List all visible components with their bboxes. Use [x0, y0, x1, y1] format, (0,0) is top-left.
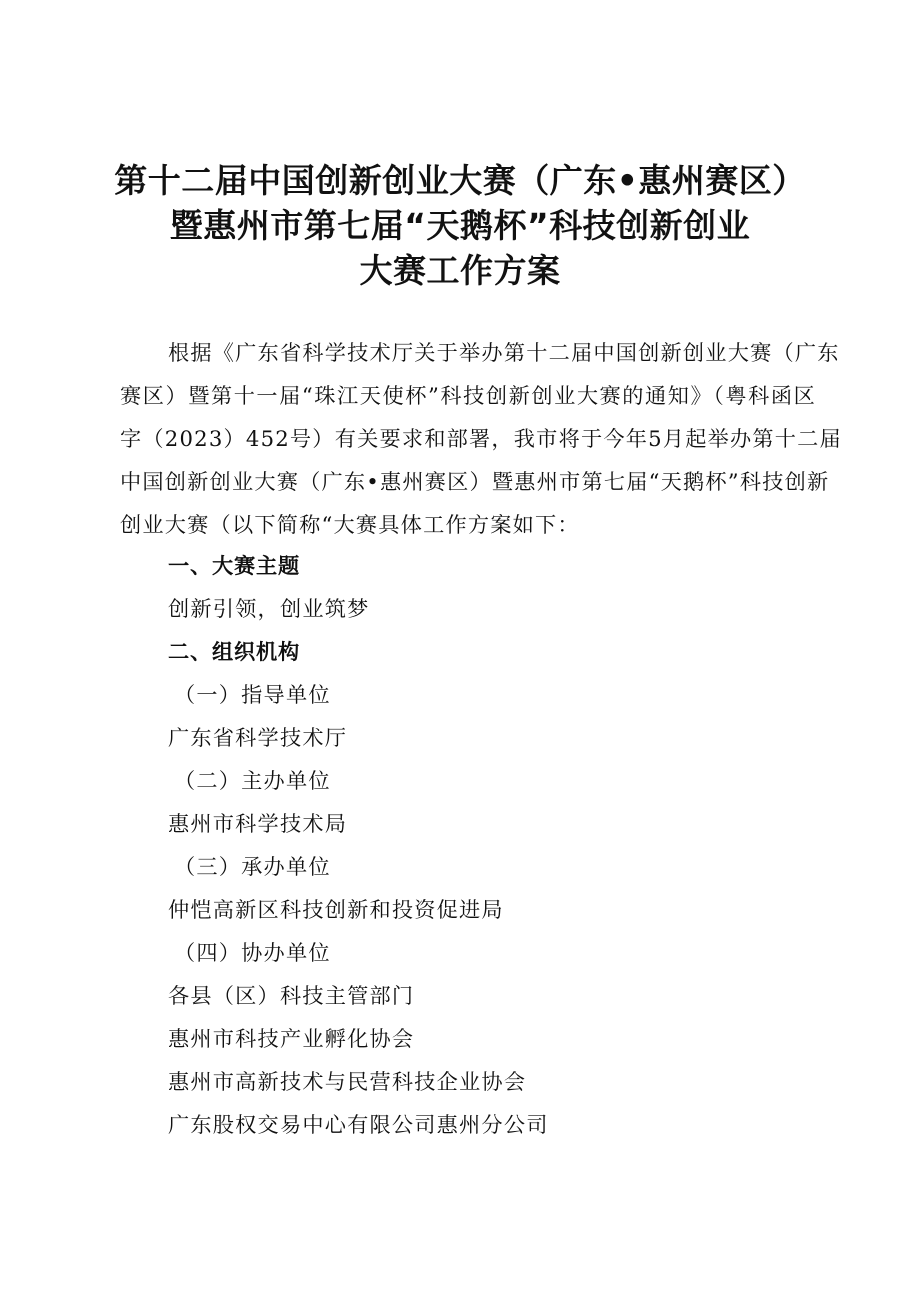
- host-unit-item: 惠州市科学技术局: [168, 811, 348, 836]
- document-title: [0, 158, 920, 293]
- title-line-2: 暨惠州市第七届“天鹅杯”科技创新创业: [169, 206, 751, 245]
- co-organizer-unit-item: 惠州市高新技术与民营科技企业协会: [168, 1069, 527, 1094]
- co-organizer-unit-item: 各县（区）科技主管部门: [168, 983, 415, 1008]
- subheading-co-organizer-unit: （四）协办单位: [174, 940, 331, 965]
- intro-line-2: 赛区）暨第十一届“珠江天使杯”科技创新创业大赛的通知》（粤科函区: [120, 383, 816, 408]
- title-line-3: 大赛工作方案: [359, 251, 561, 290]
- section-heading-theme: 一、大赛主题: [168, 553, 300, 578]
- intro-line-5: 创业大赛（以下简称“大赛具体工作方案如下：: [120, 512, 580, 537]
- theme-text: 创新引领，创业筑梦: [168, 596, 370, 621]
- subheading-guide-unit: （一）指导单位: [174, 682, 331, 707]
- subheading-host-unit: （二）主办单位: [174, 768, 331, 793]
- intro-line-4: 中国创新创业大赛（广东•惠州赛区）暨惠州市第七届“天鹅杯”科技创新: [120, 469, 830, 494]
- co-organizer-unit-item: 惠州市科技产业孵化协会: [168, 1026, 415, 1051]
- intro-line-3: 字（2023）452号）有关要求和部署，我市将于今年5月起举办第十二届: [120, 426, 842, 451]
- subheading-organizer-unit: （三）承办单位: [174, 854, 331, 879]
- guide-unit-item: 广东省科学技术厅: [168, 725, 348, 750]
- intro-line-1: 根据《广东省科学技术厅关于举办第十二届中国创新创业大赛（广东: [168, 340, 840, 365]
- organizer-unit-item: 仲恺高新区科技创新和投资促进局: [168, 897, 504, 922]
- co-organizer-unit-item: 广东股权交易中心有限公司惠州分公司: [168, 1112, 549, 1137]
- section-heading-organization: 二、组织机构: [168, 639, 300, 664]
- title-line-1: 第十二届中国创新创业大赛（广东•惠州赛区）: [114, 161, 806, 200]
